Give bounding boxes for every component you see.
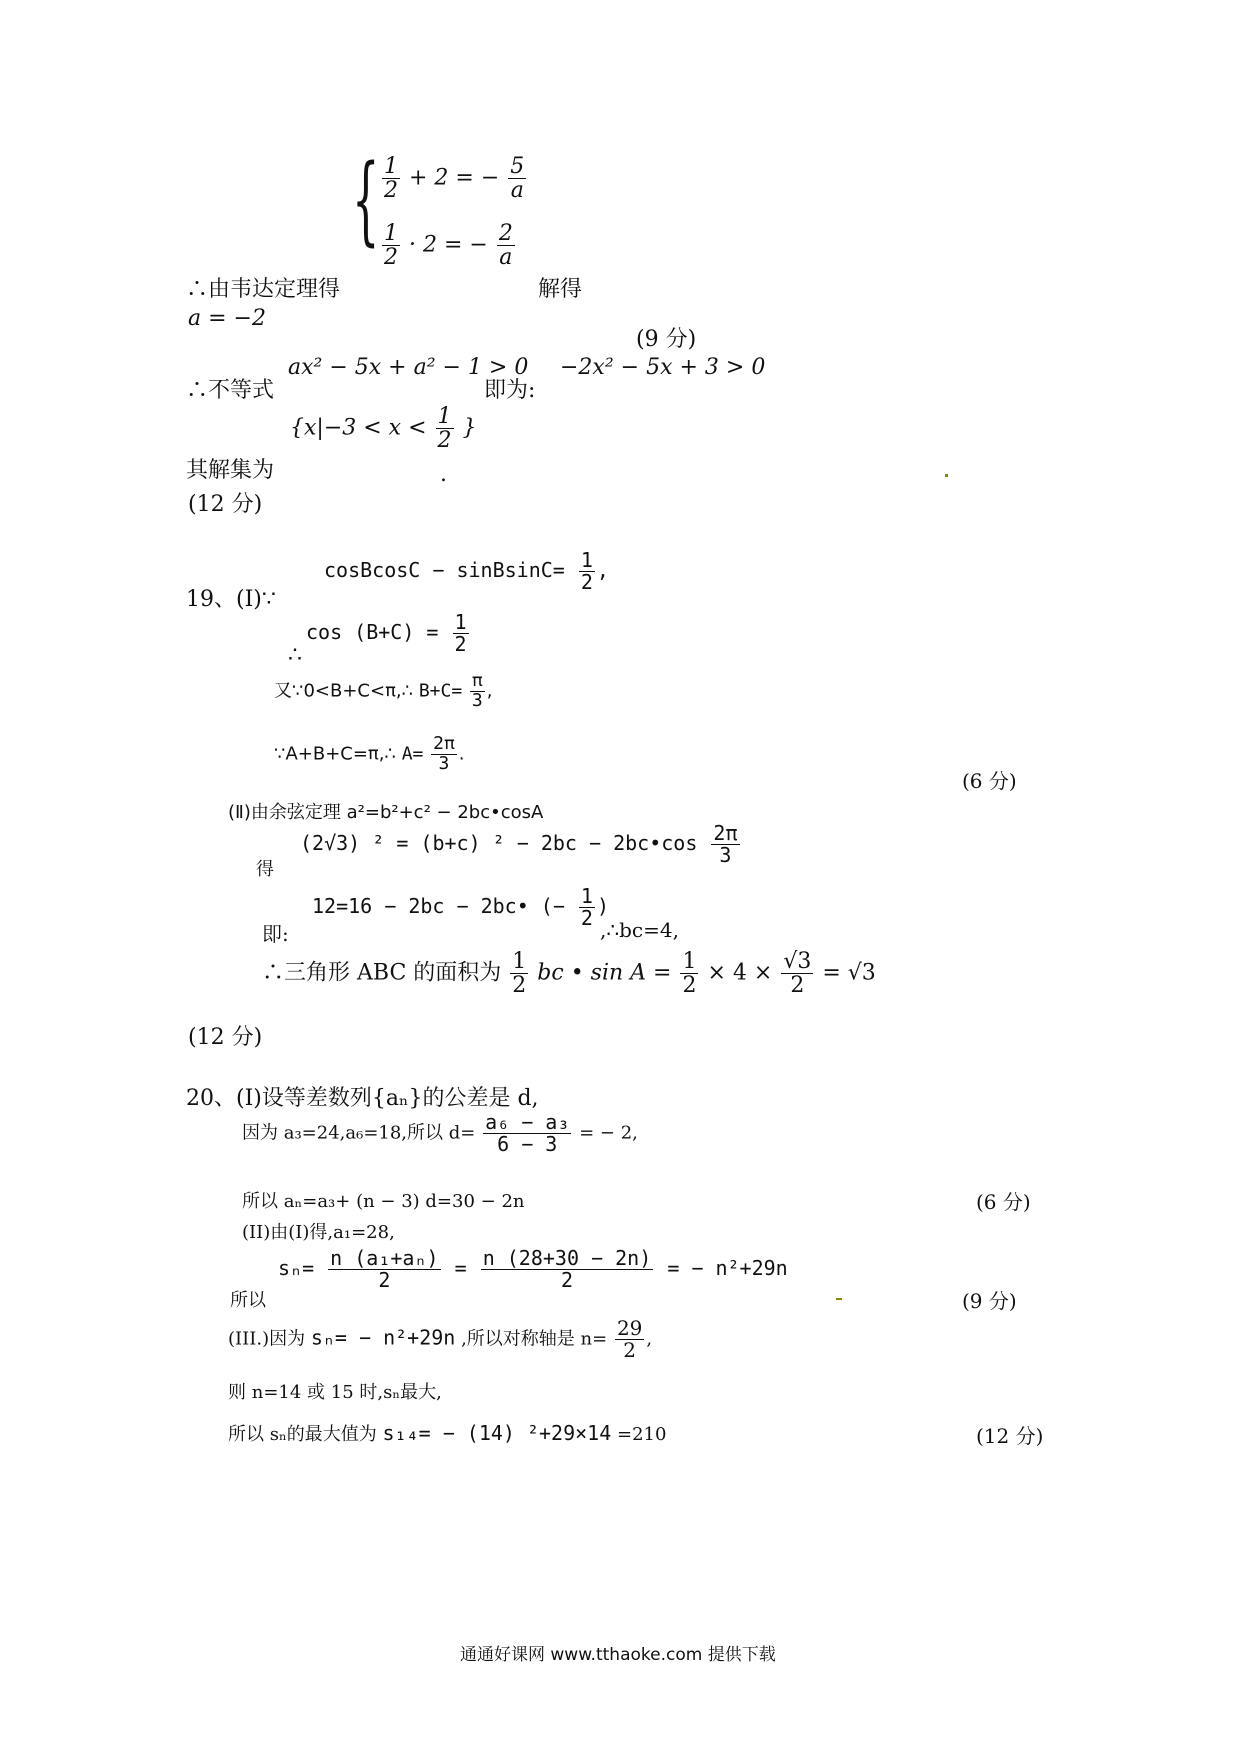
sec19-ji-result: ,∴bc=4, bbox=[600, 918, 679, 942]
sec20-line4-label: 所以 bbox=[230, 1290, 266, 1311]
score-6-sec20: (6 分) bbox=[976, 1190, 1031, 1214]
inequality-prefix: ∴不等式 bbox=[186, 378, 275, 403]
sec19-de-equation: (2√3) ² = (b+c) ² − 2bc − 2bc•cos $\frac{2\pi}{3}$ bbox=[300, 821, 738, 867]
sec19-line1: cosBcosC − sinBsinC= $\frac{1}{2}$ , bbox=[324, 548, 609, 594]
sec19-line2: cos (B+C) = $\frac{1}{2}$ bbox=[306, 610, 467, 656]
score-12-sec20: (12 分) bbox=[976, 1424, 1044, 1448]
system-brace: { bbox=[352, 144, 380, 256]
score-12-sec18: (12 分) bbox=[188, 492, 263, 517]
inequality-result: −2x² − 5x + 3 > 0 bbox=[560, 355, 766, 380]
inequality-mid: 即为: bbox=[484, 378, 536, 403]
sec19-line3: 又∵0<B+C<π,∴ B+C= $\frac{\pi}{3}$ , bbox=[274, 670, 493, 711]
speck-mark bbox=[945, 474, 948, 477]
sec19-line4: ∵A+B+C=π,∴ A= $\frac{2\pi}{3}$ . bbox=[274, 733, 465, 774]
sec20-line3: (II)由(I)得,a₁=28, bbox=[242, 1222, 395, 1243]
sec20-line1: 因为 a₃=24,a₆=18,所以 d= $\frac{\text{a₆ − a₃}}{6 - 3}$ = − 2, bbox=[242, 1110, 638, 1156]
sec19-ji-label: 即: bbox=[262, 922, 289, 946]
sec19-de-label: 得 bbox=[256, 859, 274, 880]
speck-mark-2 bbox=[836, 1298, 842, 1300]
footer-text: 通通好课网 www.tthaoke.com 提供下载 bbox=[460, 1645, 776, 1665]
system-equation-2: $\frac{1}{2}$ · 2 = − $\frac{2}{a}$ bbox=[384, 221, 513, 271]
system-equation-1: $\frac{1}{2}$ + 2 = − $\frac{5}{a}$ bbox=[384, 154, 525, 204]
sec20-label: 20、(I)设等差数列{aₙ}的公差是 d, bbox=[186, 1086, 539, 1111]
score-6-sec19: (6 分) bbox=[962, 769, 1017, 793]
sec19-part2: (Ⅱ)由余弦定理 a²=b²+c² − 2bc•cosA bbox=[228, 802, 544, 823]
score-9-sec20: (9 分) bbox=[962, 1289, 1017, 1313]
sec20-line4: sₙ= $\frac{\text{n (a₁+aₙ)}}{2}$ = $\frac{n (28+30 - 2n)}{2}$ = − n²+29n bbox=[278, 1246, 788, 1292]
sec20-line6: 则 n=14 或 15 时,sₙ最大, bbox=[228, 1382, 442, 1403]
inequality-original: ax² − 5x + a² − 1 > 0 bbox=[288, 355, 529, 380]
score-12-sec19: (12 分) bbox=[188, 1025, 263, 1050]
solution-set-end: . bbox=[440, 462, 447, 487]
sec19-ji-equation: 12=16 − 2bc − 2bc• (− $\frac{1}{2}$ ) bbox=[312, 884, 610, 930]
solve-text: 解得 bbox=[538, 277, 583, 302]
sec20-line2: 所以 aₙ=a₃+ (n − 3) d=30 − 2n bbox=[242, 1191, 525, 1212]
sec19-label: 19、(Ⅰ)∵ bbox=[186, 587, 276, 612]
solution-set: {x|−3 < x < $\frac{1}{2}$ } bbox=[290, 404, 477, 454]
a-value: a = −2 bbox=[188, 306, 266, 331]
sec20-line5: (III.)因为 sₙ= − n²+29n ,所以对称轴是 n= $\frac{29}{2}$ , bbox=[228, 1316, 653, 1362]
score-9-sec18: (9 分) bbox=[636, 327, 697, 352]
sec19-line2-prefix: ∴ bbox=[288, 643, 302, 668]
vieta-text: ∴由韦达定理得 bbox=[186, 277, 341, 302]
sec19-area: ∴三角形 ABC 的面积为 $\frac{1}{2}$ bc • sin A = $\frac{1}{2}$ × 4 × $\frac{√3}{2}$ = √3 bbox=[262, 949, 876, 999]
solution-set-label: 其解集为 bbox=[186, 458, 275, 483]
sec20-line7: 所以 sₙ的最大值为 s₁₄= − (14) ²+29×14 =210 bbox=[228, 1421, 667, 1445]
